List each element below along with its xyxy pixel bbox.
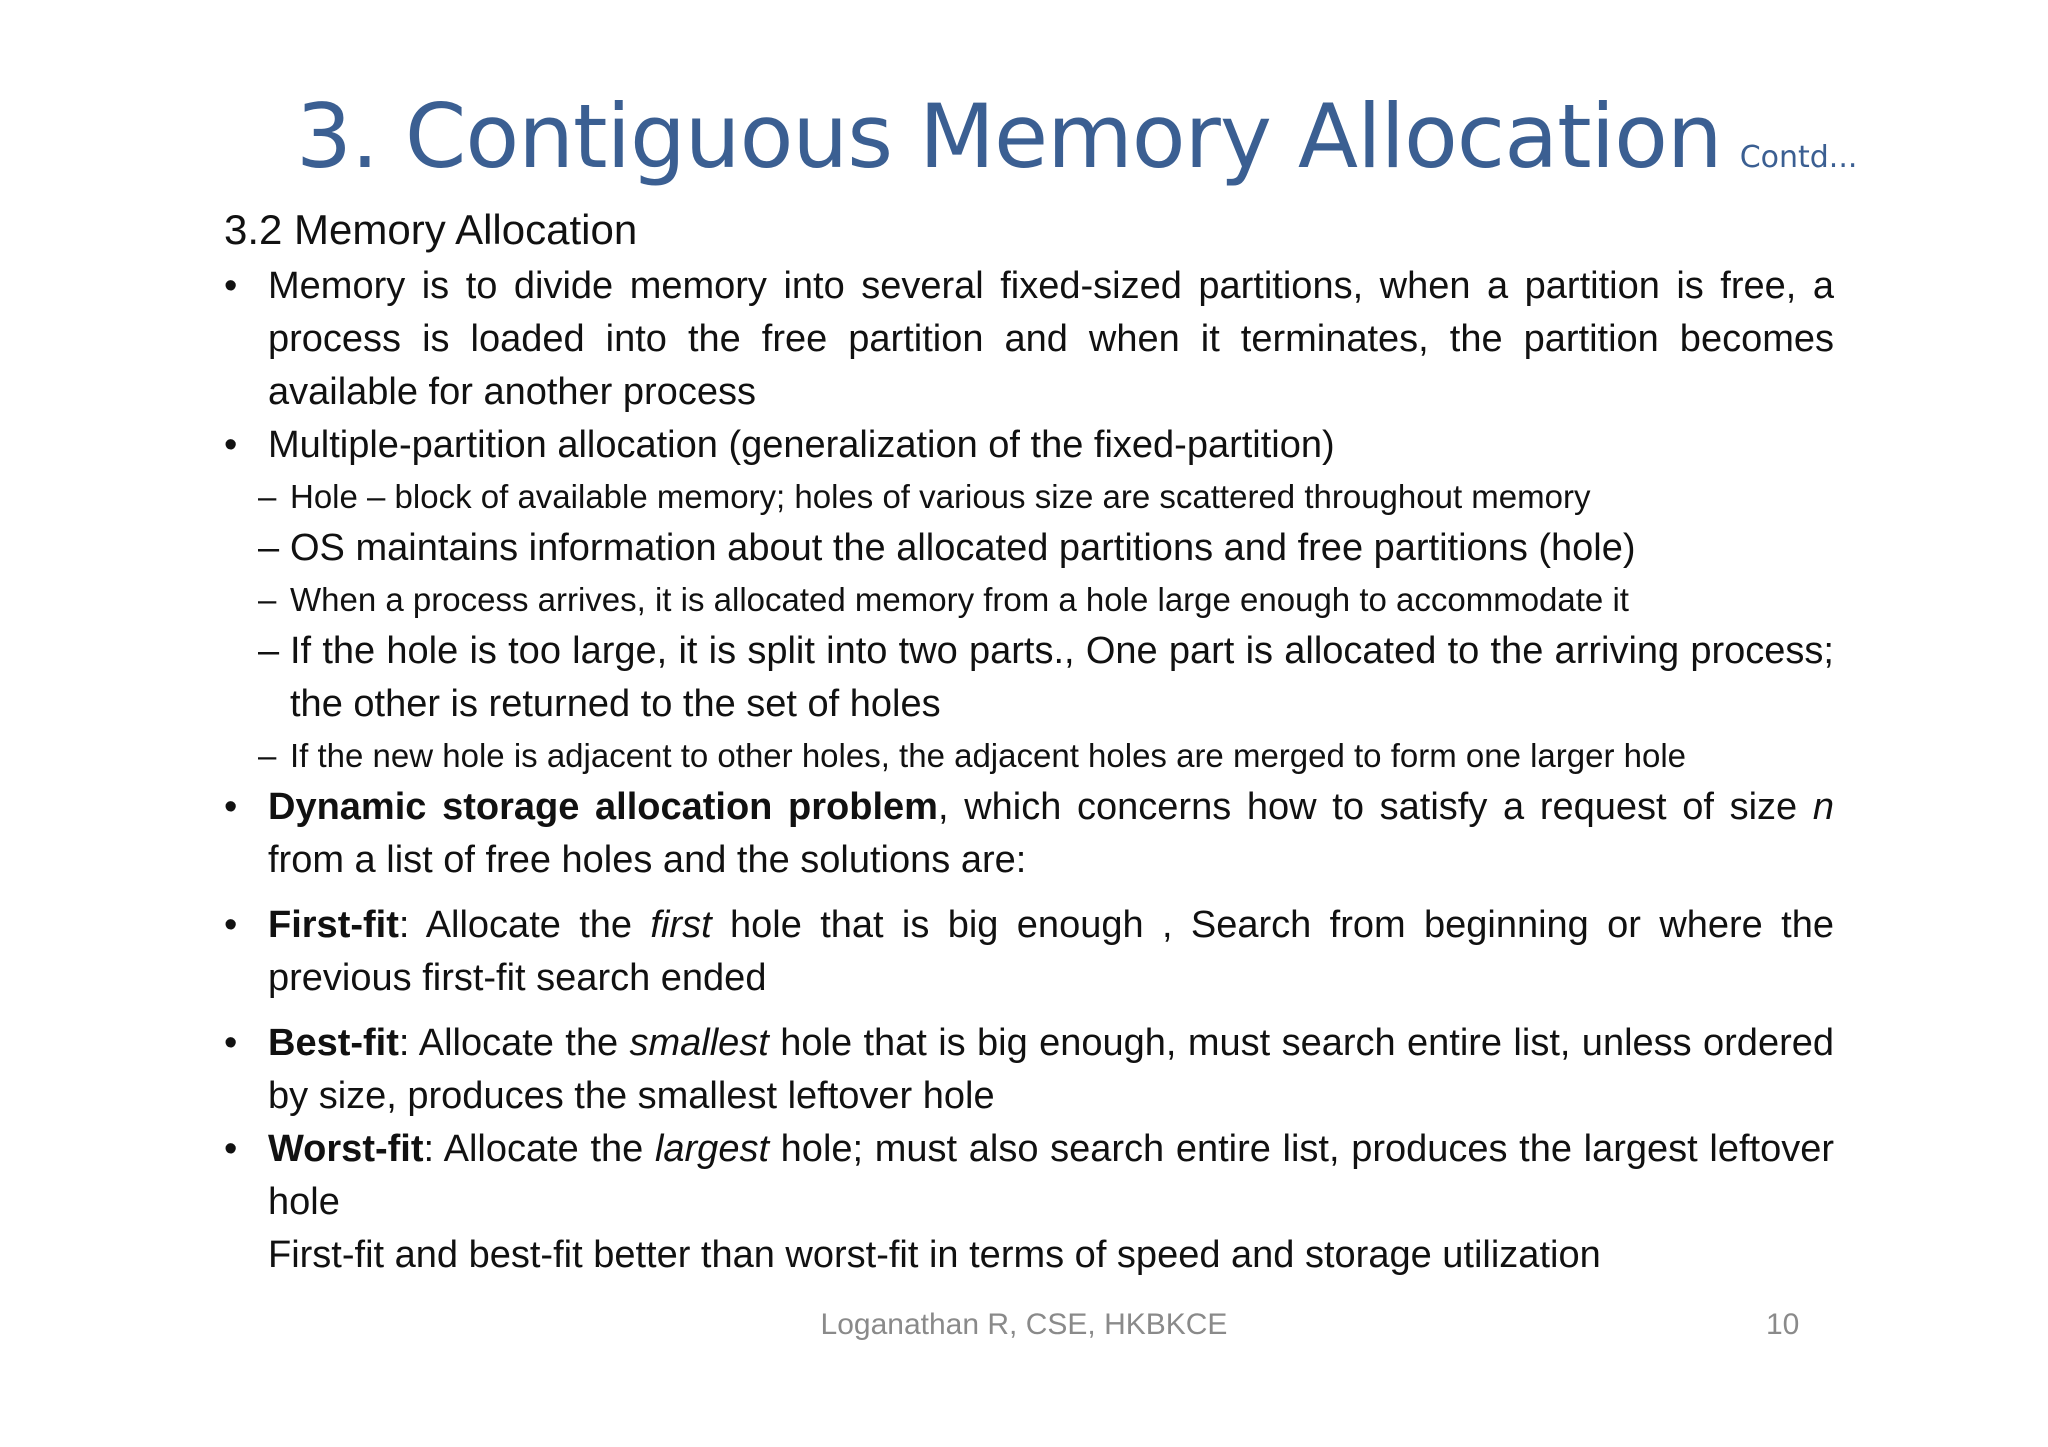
sub-bullet-os-info: – OS maintains information about the allocated partitions and free partitions (hole)	[224, 522, 1834, 575]
bullet-dynamic-storage	[224, 781, 1834, 887]
worst-fit-text-a: : Allocate the	[423, 1128, 655, 1170]
worst-fit-text-b: hole; must also search entire list, produces the largest leftover hole	[268, 1128, 1834, 1223]
sub-bullet-process-arrives: – When a process arrives, it is allocated memory from a hole large enough to accommodate it	[224, 575, 1834, 625]
title-text: 3. Contiguous Memory Allocation	[296, 85, 1722, 188]
dynamic-storage-text-2: from a list of free holes and the solutions are:	[268, 839, 1027, 881]
sub-bullet-split-hole: – If the hole is too large, it is split into two parts., One part is allocated to the arriving process; the other is returned to the set of holes	[224, 625, 1834, 731]
best-fit-term: Best-fit	[268, 1022, 399, 1064]
footer-author: Loganathan R, CSE, HKBKCE	[820, 1308, 1228, 1341]
section-heading: 3.2 Memory Allocation	[224, 206, 638, 253]
first-fit-emphasis: first	[650, 904, 712, 946]
first-fit-text-b: hole that is big enough , Search from beginning or where the previous first-fit search ended	[268, 904, 1834, 999]
slide-title	[296, 82, 1896, 213]
best-fit-emphasis: smallest	[629, 1022, 769, 1064]
bullet-multiple-partition: • Multiple-partition allocation (generalization of the fixed-partition)	[224, 419, 1834, 472]
worst-fit-emphasis: largest	[654, 1128, 770, 1170]
dynamic-storage-n: n	[1812, 786, 1835, 828]
slide-body	[224, 260, 1834, 1282]
dynamic-storage-text: , which concerns how to satisfy a request of size	[937, 786, 1813, 828]
bullet-fixed-partition: • Memory is to divide memory into several fixed-sized partitions, when a partition is free, a process is loaded into the free partition and when it terminates, the partition becomes available for another process	[224, 260, 1834, 419]
conclusion-text: First-fit and best-fit better than worst-fit in terms of speed and storage utilization	[268, 1234, 1601, 1276]
best-fit-text-a: : Allocate the	[398, 1022, 630, 1064]
title-suffix: Contd...	[1739, 140, 1858, 175]
first-fit-text-a: : Allocate the	[398, 904, 651, 946]
worst-fit-term: Worst-fit	[268, 1128, 424, 1170]
bullet-worst-fit	[224, 1123, 1834, 1229]
page-number: 10	[1766, 1308, 1800, 1341]
bullet-best-fit	[224, 1017, 1834, 1123]
sub-bullet-hole: – Hole – block of available memory; holes of various size are scattered throughout memory	[224, 472, 1834, 522]
first-fit-term: First-fit	[268, 904, 399, 946]
best-fit-text-b: hole that is big enough, must search entire list, unless ordered by size, produces the smallest leftover hole	[268, 1022, 1835, 1117]
sub-bullet-merge-holes: – If the new hole is adjacent to other holes, the adjacent holes are merged to form one larger hole	[224, 731, 1834, 781]
dynamic-storage-term: Dynamic storage allocation problem	[268, 786, 938, 828]
bullet-first-fit	[224, 899, 1834, 1005]
